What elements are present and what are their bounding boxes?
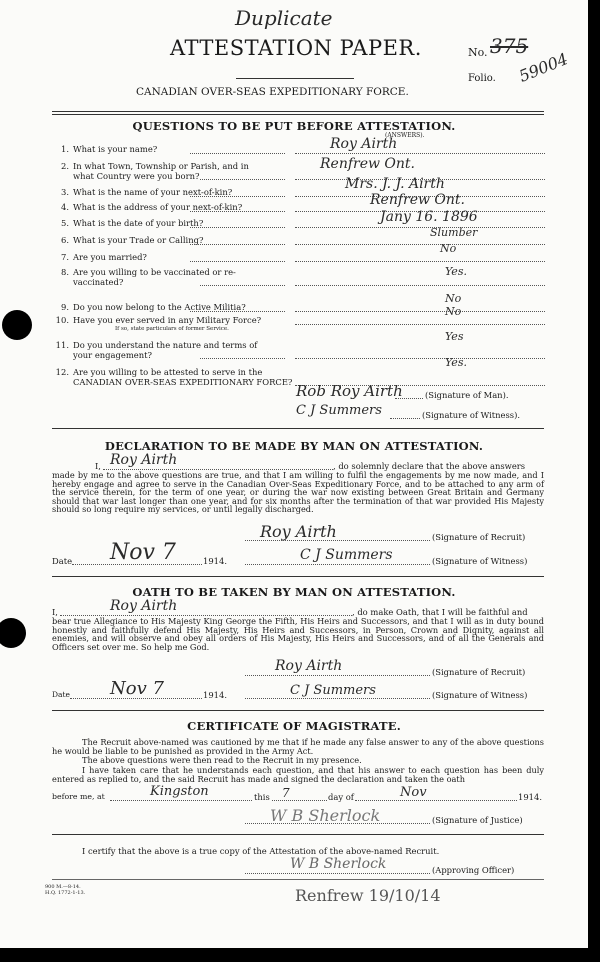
questions-heading: QUESTIONS TO BE PUT BEFORE ATTESTATION.	[132, 119, 456, 133]
declaration-name: Roy Airth	[110, 452, 178, 468]
question-number: 2.	[61, 161, 69, 171]
question-number: 5.	[61, 218, 69, 228]
renfrew-note: Renfrew 19/10/14	[295, 886, 441, 905]
print-code-2: H.Q. 1772-1-13.	[45, 890, 86, 896]
answer-value: Mrs. J. J. Airth	[345, 176, 445, 192]
dotted-line	[245, 698, 430, 699]
question-number: 4.	[61, 202, 69, 212]
folio-value: 59004	[516, 49, 571, 86]
answer-value: Yes.	[445, 356, 467, 369]
answer-value: Renfrew Ont.	[370, 192, 466, 208]
dotted-line	[190, 196, 285, 197]
dotted-line	[200, 285, 285, 286]
declaration-i-label: I,	[95, 461, 101, 471]
question-label: What is the date of your birth?	[73, 218, 204, 228]
question-number: 9.	[61, 302, 69, 312]
question-text	[55, 161, 249, 171]
declaration-signature-recruit: Roy Airth	[260, 522, 337, 541]
question-text	[55, 367, 262, 377]
dotted-line	[190, 153, 285, 154]
question-label: What is your name?	[73, 144, 158, 154]
dotted-line	[395, 398, 423, 399]
dotted-line	[190, 244, 285, 245]
magistrate-heading: CERTIFICATE OF MAGISTRATE.	[187, 719, 401, 733]
signature-of-man: Rob Roy Airth	[296, 382, 403, 400]
number-label: No.	[468, 46, 488, 59]
question-text	[55, 252, 147, 262]
oath-signature-recruit: Roy Airth	[275, 658, 343, 674]
signature-of-man-label: (Signature of Man).	[425, 390, 509, 400]
question-number: 10.	[55, 315, 69, 325]
declaration-heading: DECLARATION TO BE MADE BY MAN ON ATTESTATION.	[104, 439, 484, 453]
question-label: What is your Trade or Calling?	[73, 235, 204, 245]
oath-signature-witness-label: (Signature of Witness)	[432, 690, 528, 700]
declaration-signature-witness: C J Summers	[300, 547, 393, 563]
document-title: ATTESTATION PAPER.	[170, 36, 422, 60]
question-number: 6.	[61, 235, 69, 245]
signature-of-witness: C J Summers	[296, 403, 382, 418]
question-label: Are you married?	[73, 252, 147, 262]
oath-signature-witness: C J Summers	[290, 683, 376, 698]
oath-name: Roy Airth	[110, 598, 178, 614]
question-label: Have you ever served in any Military Force?	[73, 315, 262, 325]
answer-line	[295, 244, 545, 245]
answer-value: No	[445, 292, 462, 305]
this-label: this	[254, 792, 270, 802]
magistrate-day: 7	[282, 786, 290, 800]
section-rule	[52, 428, 544, 429]
question-number: 1.	[61, 144, 69, 154]
question-label-continued: vaccinated?	[73, 277, 124, 287]
question-text	[55, 340, 257, 350]
punch-hole	[2, 310, 32, 340]
dotted-line	[190, 261, 285, 262]
dotted-line	[190, 311, 285, 312]
question-text	[55, 218, 203, 228]
dotted-line	[245, 873, 430, 874]
question-text	[55, 267, 236, 277]
dotted-line	[355, 800, 517, 801]
answer-value: No	[440, 242, 457, 255]
answer-line	[295, 358, 545, 359]
question-label-continued: what Country were you born?	[73, 171, 200, 181]
dotted-line	[190, 227, 285, 228]
answer-value: No	[445, 305, 462, 318]
question-label: Are you willing to be attested to serve in the	[73, 367, 263, 377]
question-label: What is the name of your next-of-kin?	[73, 187, 233, 197]
question-text	[55, 144, 157, 154]
day-of-label: day of	[328, 792, 354, 802]
dotted-line	[245, 564, 430, 565]
oath-body: bear true Allegiance to His Majesty King George the Fifth, His Heirs and Successors, and that I will as in duty bound honestly and faithfully defend His Majesty, His Heirs and Successors, in Person, Crown and Dignity, against all enemies, and will observe and obey all orders of His Majesty, His Heirs and Successors, and of all the Generals and Officers set over me. So help me God.	[52, 616, 544, 652]
signature-of-justice: W B Sherlock	[270, 806, 381, 825]
before-me-label: before me, at	[52, 792, 105, 801]
answer-line	[295, 153, 545, 154]
dotted-line	[245, 540, 430, 541]
magistrate-place: Kingston	[150, 784, 209, 799]
duplicate-note: Duplicate	[235, 6, 333, 30]
magistrate-year: 1914.	[518, 792, 542, 802]
question-number: 8.	[61, 267, 69, 277]
question-label: Do you now belong to the Active Militia?	[73, 302, 246, 312]
answer-value: Renfrew Ont.	[320, 156, 416, 172]
punch-hole	[0, 618, 26, 648]
number-value-struck: 375	[490, 34, 529, 58]
question-text	[55, 235, 203, 245]
section-rule	[52, 834, 544, 835]
dotted-line	[200, 358, 285, 359]
magistrate-paragraph-2: The above questions were then read to the Recruit in my presence.	[82, 755, 362, 765]
answer-line	[295, 227, 545, 228]
section-rule	[52, 710, 544, 711]
declaration-lead-text: , do solemnly declare that the above answers	[333, 461, 526, 471]
answer-value: Yes.	[445, 265, 467, 278]
question-label: In what Town, Township or Parish, and in	[73, 161, 249, 171]
declaration-body: made by me to the above questions are true, and that I am willing to fulfil the engagements by me now made, and I hereby engage and agree to serve in the Canadian Over-Seas Expeditionary Force, and to be attached to any arm of the service therein, for the term of one year, or during the war now existing between Great Britain and Germany should that war last longer than one year, and for six months after the termination of that war provided His Majesty should so long require my services, or until legally discharged.	[52, 470, 544, 515]
answer-value: Yes	[445, 330, 464, 343]
declaration-signature-witness-label: (Signature of Witness)	[432, 556, 528, 566]
answer-line	[295, 285, 545, 286]
answer-value: Roy Airth	[330, 136, 398, 152]
signature-of-justice-label: (Signature of Justice)	[432, 815, 523, 825]
oath-i-label: I,	[52, 607, 58, 617]
dotted-line	[245, 823, 430, 824]
question-label-continued: your engagement?	[73, 350, 153, 360]
oath-date-label: Date	[52, 690, 70, 699]
answer-value: Slumber	[430, 226, 478, 239]
question-label-continued: CANADIAN OVER-SEAS EXPEDITIONARY FORCE?	[73, 377, 293, 387]
question-label: Do you understand the nature and terms of	[73, 340, 258, 350]
declaration-date-label: Date	[52, 556, 73, 566]
dotted-line	[390, 418, 420, 419]
declaration-signature-recruit-label: (Signature of Recruit)	[432, 532, 526, 542]
dotted-line	[245, 675, 430, 676]
dotted-line	[272, 800, 327, 801]
approving-officer-signature: W B Sherlock	[290, 856, 387, 872]
section-rule	[52, 879, 544, 880]
answer-value: Jany 16. 1896	[380, 209, 478, 225]
question-number: 11.	[55, 340, 69, 350]
force-subtitle: CANADIAN OVER-SEAS EXPEDITIONARY FORCE.	[136, 86, 409, 98]
question-number: 12.	[55, 367, 69, 377]
double-rule-bottom	[52, 114, 544, 115]
question-label-continued: If so, state particulars of former Service.	[115, 326, 229, 332]
question-number: 3.	[61, 187, 69, 197]
magistrate-paragraph-1: The Recruit above-named was cautioned by me that if he made any false answer to any of the above questions he would be liable to be punished as provided in the Army Act.	[52, 737, 544, 756]
oath-signature-recruit-label: (Signature of Recruit)	[432, 667, 526, 677]
approving-officer-label: (Approving Officer)	[432, 865, 515, 875]
title-rule	[236, 78, 354, 79]
answers-label: (ANSWERS).	[385, 132, 425, 139]
answer-line	[295, 261, 545, 262]
question-number: 7.	[61, 252, 69, 262]
question-text	[55, 315, 261, 325]
declaration-date-value: Nov 7	[110, 540, 176, 565]
oath-heading: OATH TO BE TAKEN BY MAN ON ATTESTATION.	[132, 585, 456, 599]
oath-date-value: Nov 7	[110, 678, 164, 699]
section-rule	[52, 576, 544, 577]
signature-of-witness-label: (Signature of Witness).	[422, 410, 520, 420]
question-label: What is the address of your next-of-kin?	[73, 202, 243, 212]
oath-year: 1914.	[203, 690, 227, 700]
certify-text: I certify that the above is a true copy of the Attestation of the above-named Recruit.	[82, 846, 440, 856]
magistrate-paragraph-3: I have taken care that he understands each question, and that his answer to each question has been duly entered as replied to, and the said Recruit has made and signed the declaration and taken the oath	[52, 765, 544, 784]
print-code-1: 900 M.—8-14.	[45, 884, 81, 890]
magistrate-month: Nov	[400, 785, 427, 800]
dotted-line	[190, 211, 285, 212]
dotted-line	[200, 179, 285, 180]
answer-line	[295, 324, 545, 325]
double-rule-top	[52, 111, 544, 112]
question-label: Are you willing to be vaccinated or re-	[73, 267, 236, 277]
oath-lead-text: , do make Oath, that I will be faithful and	[352, 607, 528, 617]
answer-line	[295, 311, 545, 312]
declaration-year: 1914.	[203, 556, 227, 566]
dotted-line	[110, 800, 252, 801]
folio-label: Folio.	[468, 73, 496, 84]
